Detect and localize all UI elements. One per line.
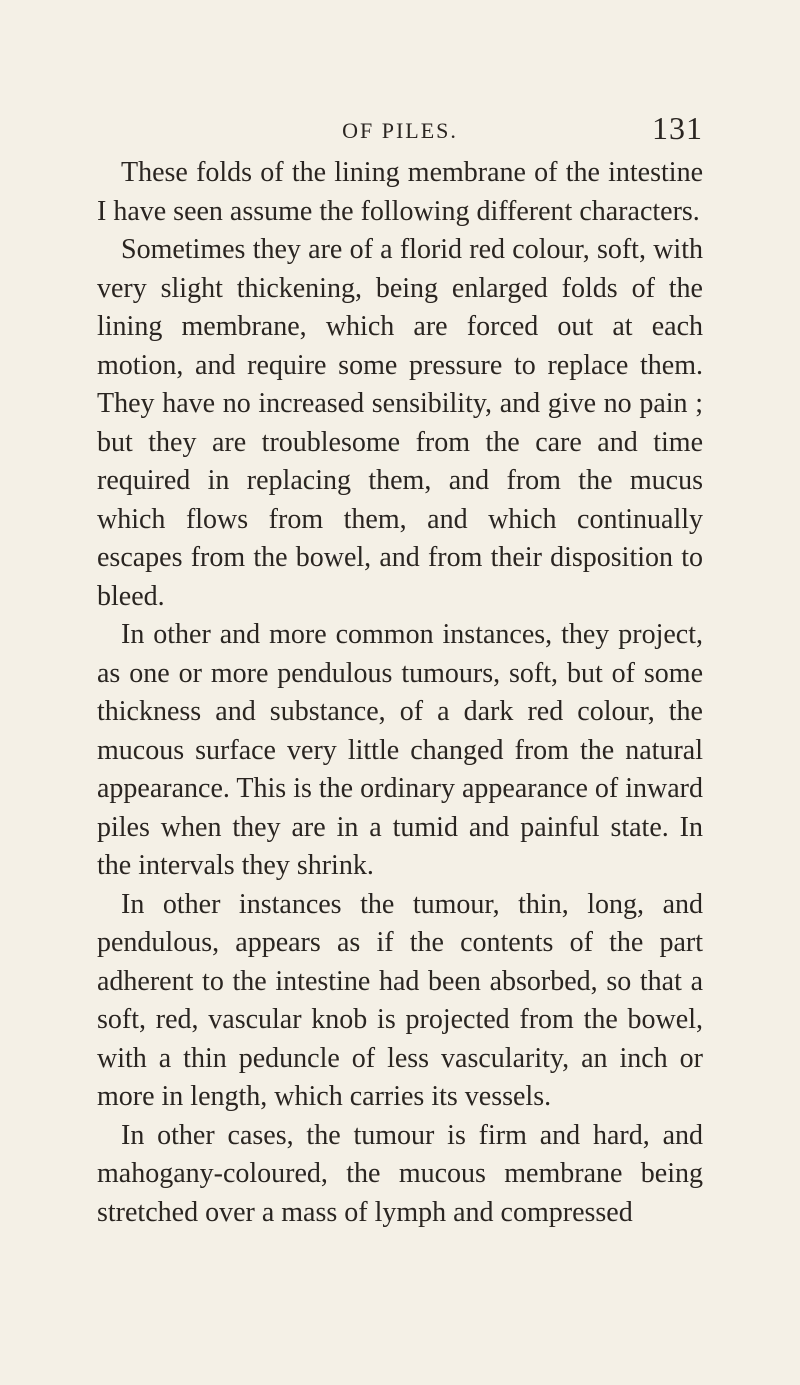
body-text: [97, 154, 703, 1232]
paragraph: In other instances the tumour, thin, long, and pendulous, appears as if the contents of the part adherent to the intestine had been absorbed, so that a soft, red, vascular knob is projected from the bowel, with a thin peduncle of less vascularity, an inch or more in length, which carries its vessels.: [97, 888, 703, 1112]
running-title: OF PILES.: [342, 118, 458, 143]
page-number: 131: [652, 110, 703, 146]
paragraph: These folds of the lining membrane of the intestine I have seen assume the following different characters.: [97, 157, 703, 227]
paragraph: Sometimes they are of a florid red colour, soft, with very slight thickening, being enlarged folds of the lining membrane, which are forced out at each motion, and require some pressure to replace them. They have no increased sensibility, and give no pain ; but they are troublesome from the care and time required in replacing them, and from the mucus which flows from them, and which continually escapes from the bowel, and from their disposition to bleed.: [97, 234, 703, 612]
running-head: [97, 110, 703, 150]
paragraph: In other cases, the tumour is firm and hard, and mahogany-coloured, the mucous membrane being stretched over a mass of lymph and compressed: [97, 1119, 703, 1228]
paragraph: In other and more common instances, they project, as one or more pendulous tumours, soft, but of some thickness and substance, of a dark red colour, the mucous surface very little changed from the natural appearance. This is the ordinary appearance of inward piles when they are in a tumid and painful state. In the intervals they shrink.: [97, 619, 703, 881]
